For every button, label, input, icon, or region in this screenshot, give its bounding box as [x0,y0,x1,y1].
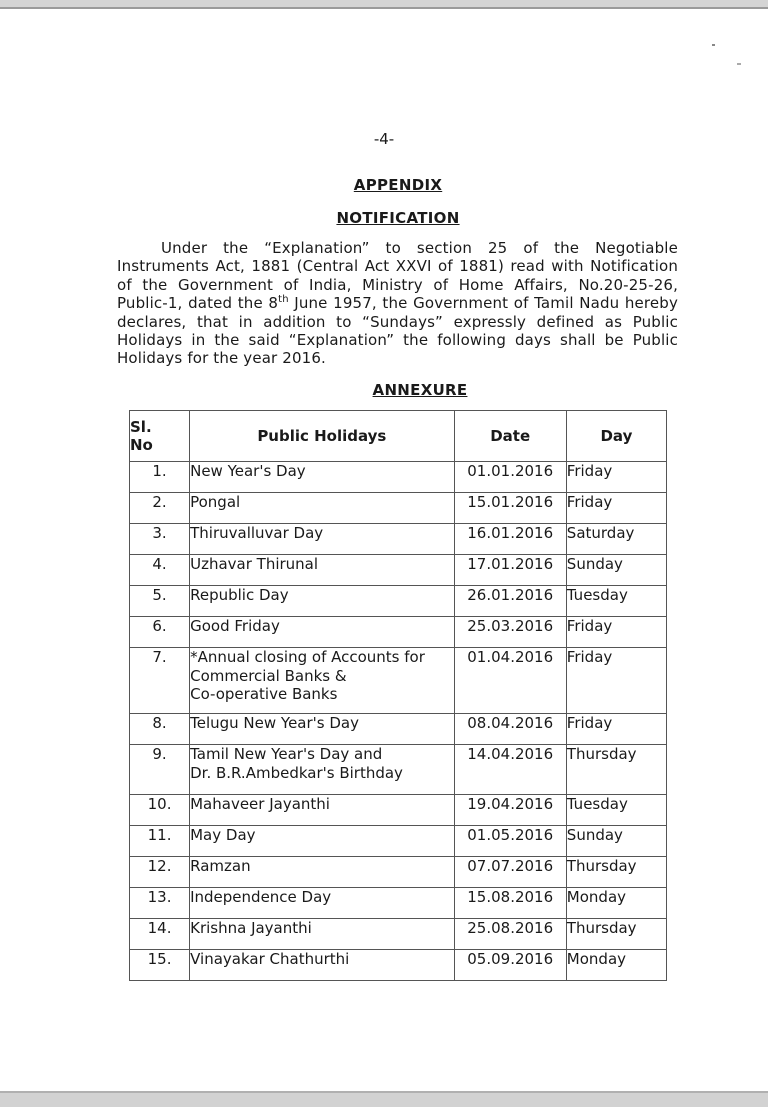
table-body [130,462,667,981]
cell-holiday-name [190,888,454,919]
cell-holiday-name [190,795,454,826]
cell-day: Monday [566,950,666,981]
cell-sl-no: 15. [130,950,190,981]
cell-sl-no: 12. [130,857,190,888]
table-row [130,524,667,555]
cell-date: 14.04.2016 [454,745,566,795]
table-row [130,857,667,888]
holiday-name-line: Good Friday [190,617,280,635]
cell-day: Friday [566,648,666,714]
holiday-name-line: Republic Day [190,586,289,604]
cell-sl-no: 14. [130,919,190,950]
holiday-name-line: Co-operative Banks [190,685,338,703]
cell-sl-no: 8. [130,714,190,745]
table-row [130,795,667,826]
holiday-name-line: *Annual closing of Accounts for [190,648,425,666]
paragraph-part-2: June 1957, the Government of Tamil Nadu hereby declares, that in addition to “Sundays” expressly defined as Public Holidays in the said “Explanation” the following days shall be Public Holidays for the year 2016. [117,294,679,368]
header-date: Date [454,411,566,462]
header-sl-line-1: Sl. [130,418,152,436]
cell-sl-no: 11. [130,826,190,857]
page-number: -4- [373,130,395,148]
cell-day: Sunday [566,555,666,586]
cell-day: Saturday [566,524,666,555]
holiday-name-line: Mahaveer Jayanthi [190,795,330,813]
cell-sl-no: 4. [130,555,190,586]
cell-holiday-name [190,586,454,617]
cell-date: 08.04.2016 [454,714,566,745]
cell-day: Thursday [566,745,666,795]
cell-holiday-name [190,950,454,981]
holiday-name-line: Uzhavar Thirunal [190,555,319,573]
holiday-name-line: Dr. B.R.Ambedkar's Birthday [190,763,403,782]
appendix-heading: APPENDIX [353,176,443,194]
scan-top-edge-line [0,7,768,9]
notification-heading: NOTIFICATION [336,209,460,227]
holiday-name-line: Krishna Jayanthi [190,919,312,937]
table-row [130,493,667,524]
cell-sl-no: 3. [130,524,190,555]
cell-holiday-name [190,524,454,555]
table-header-row [130,411,667,462]
scan-top-edge [0,0,768,7]
cell-date: 01.05.2016 [454,826,566,857]
cell-sl-no: 9. [130,745,190,795]
table-row [130,648,667,714]
cell-day: Tuesday [566,795,666,826]
cell-day: Tuesday [566,586,666,617]
cell-holiday-name [190,462,454,493]
table-row [130,888,667,919]
table-row [130,714,667,745]
cell-date: 25.03.2016 [454,617,566,648]
holiday-name-line: Independence Day [190,888,332,906]
cell-day: Monday [566,888,666,919]
cell-day: Friday [566,714,666,745]
header-sl-no [130,411,190,462]
cell-sl-no: 7. [130,648,190,714]
cell-date: 01.01.2016 [454,462,566,493]
holiday-name-line: Thiruvalluvar Day [190,524,324,542]
cell-holiday-name [190,617,454,648]
header-day: Day [566,411,666,462]
cell-holiday-name [190,826,454,857]
scan-bottom-edge [0,1093,768,1107]
scan-speck [737,63,741,65]
cell-date: 16.01.2016 [454,524,566,555]
cell-day: Friday [566,462,666,493]
holiday-name-line: May Day [190,826,256,844]
cell-date: 15.01.2016 [454,493,566,524]
paragraph-superscript: th [278,294,289,306]
cell-day: Friday [566,617,666,648]
cell-sl-no: 6. [130,617,190,648]
holiday-name-line: Pongal [190,493,241,511]
header-public-holidays: Public Holidays [190,411,454,462]
holidays-table [129,410,667,981]
cell-date: 19.04.2016 [454,795,566,826]
cell-sl-no: 5. [130,586,190,617]
cell-sl-no: 13. [130,888,190,919]
cell-holiday-name [190,919,454,950]
table-row [130,950,667,981]
cell-day: Thursday [566,919,666,950]
cell-sl-no: 10. [130,795,190,826]
table-row [130,617,667,648]
cell-date: 15.08.2016 [454,888,566,919]
cell-sl-no: 2. [130,493,190,524]
cell-day: Sunday [566,826,666,857]
table-row [130,826,667,857]
holiday-name-line: Telugu New Year's Day [190,714,359,732]
cell-holiday-name [190,648,454,714]
paragraph-part-1: Under the “Explanation” to section 25 of the Negotiable Instruments Act, 1881 (Central Act XXVI of 1881) read with Notification of the Government of India, Ministry of Home Affairs, No.20-25-26, Public-1, dated the 8 [117,239,678,313]
cell-holiday-name [190,857,454,888]
scan-speck [712,44,715,46]
holiday-name-line: Ramzan [190,857,251,875]
cell-date: 17.01.2016 [454,555,566,586]
annexure-heading: ANNEXURE [372,381,468,399]
holiday-name-line: Tamil New Year's Day and [190,745,383,763]
cell-holiday-name [190,555,454,586]
holiday-name-line: Vinayakar Chathurthi [190,950,350,968]
table-row [130,462,667,493]
cell-date: 25.08.2016 [454,919,566,950]
table-row [130,919,667,950]
cell-date: 05.09.2016 [454,950,566,981]
notification-paragraph [117,239,678,368]
cell-date: 01.04.2016 [454,648,566,714]
table-row [130,586,667,617]
header-sl-line-2: No [130,436,153,454]
cell-day: Friday [566,493,666,524]
holiday-name-line: Commercial Banks & [190,666,347,685]
cell-date: 26.01.2016 [454,586,566,617]
holiday-name-line: New Year's Day [190,462,306,480]
table-row [130,745,667,795]
cell-holiday-name [190,493,454,524]
cell-holiday-name [190,745,454,795]
cell-date: 07.07.2016 [454,857,566,888]
table-row [130,555,667,586]
cell-day: Thursday [566,857,666,888]
cell-holiday-name [190,714,454,745]
cell-sl-no: 1. [130,462,190,493]
